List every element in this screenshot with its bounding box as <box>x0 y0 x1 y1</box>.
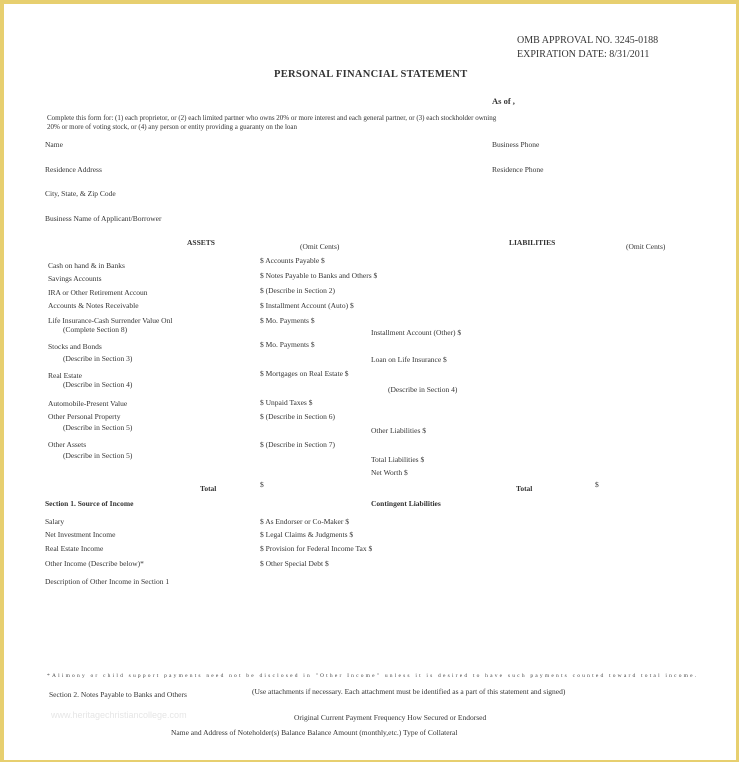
alimony-note: *Alimony or child support payments need not be disclosed in "Other Income" unless it is desired to have such payments counted toward total income. <box>47 673 699 679</box>
section-2-column-header-2: Name and Address of Noteholder(s) Balance Balance Amount (monthly,etc.) Type of Collateral <box>171 728 458 737</box>
liability-net-worth: Net Worth $ <box>371 468 408 477</box>
asset-stocks-note: (Describe in Section 3) <box>63 354 133 363</box>
liability-notes-payable: $ Notes Payable to Banks and Others $ <box>260 271 378 280</box>
liability-loan-life-insurance: Loan on Life Insurance $ <box>371 355 447 364</box>
watermark: www.heritagechristiancollege.com <box>51 710 187 720</box>
liabilities-total-label: Total <box>516 484 533 493</box>
contingent-special-debt: $ Other Special Debt $ <box>260 559 329 568</box>
business-phone-label: Business Phone <box>492 140 540 149</box>
liability-describe-section-6: $ (Describe in Section 6) <box>260 412 335 421</box>
asset-other-property: Other Personal Property <box>48 412 121 421</box>
contingent-endorser: $ As Endorser or Co-Maker $ <box>260 517 349 526</box>
form-title: PERSONAL FINANCIAL STATEMENT <box>274 69 468 80</box>
asset-real-estate: Real Estate <box>48 371 82 380</box>
income-net-investment: Net Investment Income <box>45 530 116 539</box>
liability-describe-section-2: $ (Describe in Section 2) <box>260 286 335 295</box>
residence-phone-label: Residence Phone <box>492 165 544 174</box>
contingent-federal-tax: $ Provision for Federal Income Tax $ <box>260 544 373 553</box>
as-of-label: As of , <box>492 96 515 106</box>
instructions-line-1: Complete this form for: (1) each proprietor, or (2) each limited partner who owns 20% or more interest and each general partner, or (3) each stockholder owning <box>47 114 497 122</box>
section-1-heading: Section 1. Source of Income <box>45 499 134 508</box>
section-2-column-header-1: Original Current Payment Frequency How Secured or Endorsed <box>294 713 487 722</box>
business-name-label: Business Name of Applicant/Borrower <box>45 214 162 223</box>
asset-cash: Cash on hand & in Banks <box>48 261 125 270</box>
assets-heading: ASSETS <box>187 238 215 247</box>
liability-installment-other: Installment Account (Other) $ <box>371 328 462 337</box>
residence-address-label: Residence Address <box>45 165 102 174</box>
asset-savings: Savings Accounts <box>48 274 102 283</box>
asset-other-assets-note: (Describe in Section 5) <box>63 451 133 460</box>
asset-notes-receivable: Accounts & Notes Receivable <box>48 301 139 310</box>
liability-describe-section-4: (Describe in Section 4) <box>388 385 458 394</box>
liability-other-liabilities: Other Liabilities $ <box>371 426 426 435</box>
liability-mo-payments-2: $ Mo. Payments $ <box>260 340 315 349</box>
section-2-heading: Section 2. Notes Payable to Banks and Others <box>49 690 187 699</box>
expiration-date: EXPIRATION DATE: 8/31/2011 <box>517 49 650 60</box>
name-label: Name <box>45 140 63 149</box>
liability-accounts-payable: $ Accounts Payable $ <box>260 256 325 265</box>
asset-life-insurance-note: (Complete Section 8) <box>63 325 128 334</box>
liability-installment-auto: $ Installment Account (Auto) $ <box>260 301 354 310</box>
income-other: Other Income (Describe below)* <box>45 559 144 568</box>
assets-total-dollar: $ <box>260 480 264 489</box>
liabilities-total-dollar: $ <box>595 480 599 489</box>
assets-total-label: Total <box>200 484 217 493</box>
asset-life-insurance: Life Insurance-Cash Surrender Value Onl <box>48 316 173 325</box>
city-state-zip-label: City, State, & Zip Code <box>45 189 116 198</box>
liability-total-liabilities: Total Liabilities $ <box>371 455 425 464</box>
asset-ira: IRA or Other Retirement Accoun <box>48 288 148 297</box>
asset-other-property-note: (Describe in Section 5) <box>63 423 133 432</box>
asset-stocks: Stocks and Bonds <box>48 342 102 351</box>
liabilities-heading: LIABILITIES <box>509 238 556 247</box>
liability-describe-section-7: $ (Describe in Section 7) <box>260 440 335 449</box>
omb-approval: OMB APPROVAL NO. 3245-0188 <box>517 35 659 46</box>
asset-real-estate-note: (Describe in Section 4) <box>63 380 133 389</box>
income-salary: Salary <box>45 517 65 526</box>
liability-unpaid-taxes: $ Unpaid Taxes $ <box>260 398 313 407</box>
liability-mortgages: $ Mortgages on Real Estate $ <box>260 369 349 378</box>
instructions-line-2: 20% or more of voting stock, or (4) any person or entity providing a guaranty on the loan <box>47 123 297 131</box>
attachments-note: (Use attachments if necessary. Each attachment must be identified as a part of this statement and signed) <box>252 687 566 696</box>
assets-omit-cents: (Omit Cents) <box>300 242 340 251</box>
liability-mo-payments-1: $ Mo. Payments $ <box>260 316 315 325</box>
asset-automobile: Automobile-Present Value <box>48 399 128 408</box>
liabilities-omit-cents: (Omit Cents) <box>626 242 666 251</box>
asset-other-assets: Other Assets <box>48 440 87 449</box>
income-real-estate: Real Estate Income <box>45 544 104 553</box>
income-other-description: Description of Other Income in Section 1 <box>45 577 170 586</box>
contingent-legal-claims: $ Legal Claims & Judgments $ <box>260 530 354 539</box>
contingent-liabilities-heading: Contingent Liabilities <box>371 499 441 508</box>
